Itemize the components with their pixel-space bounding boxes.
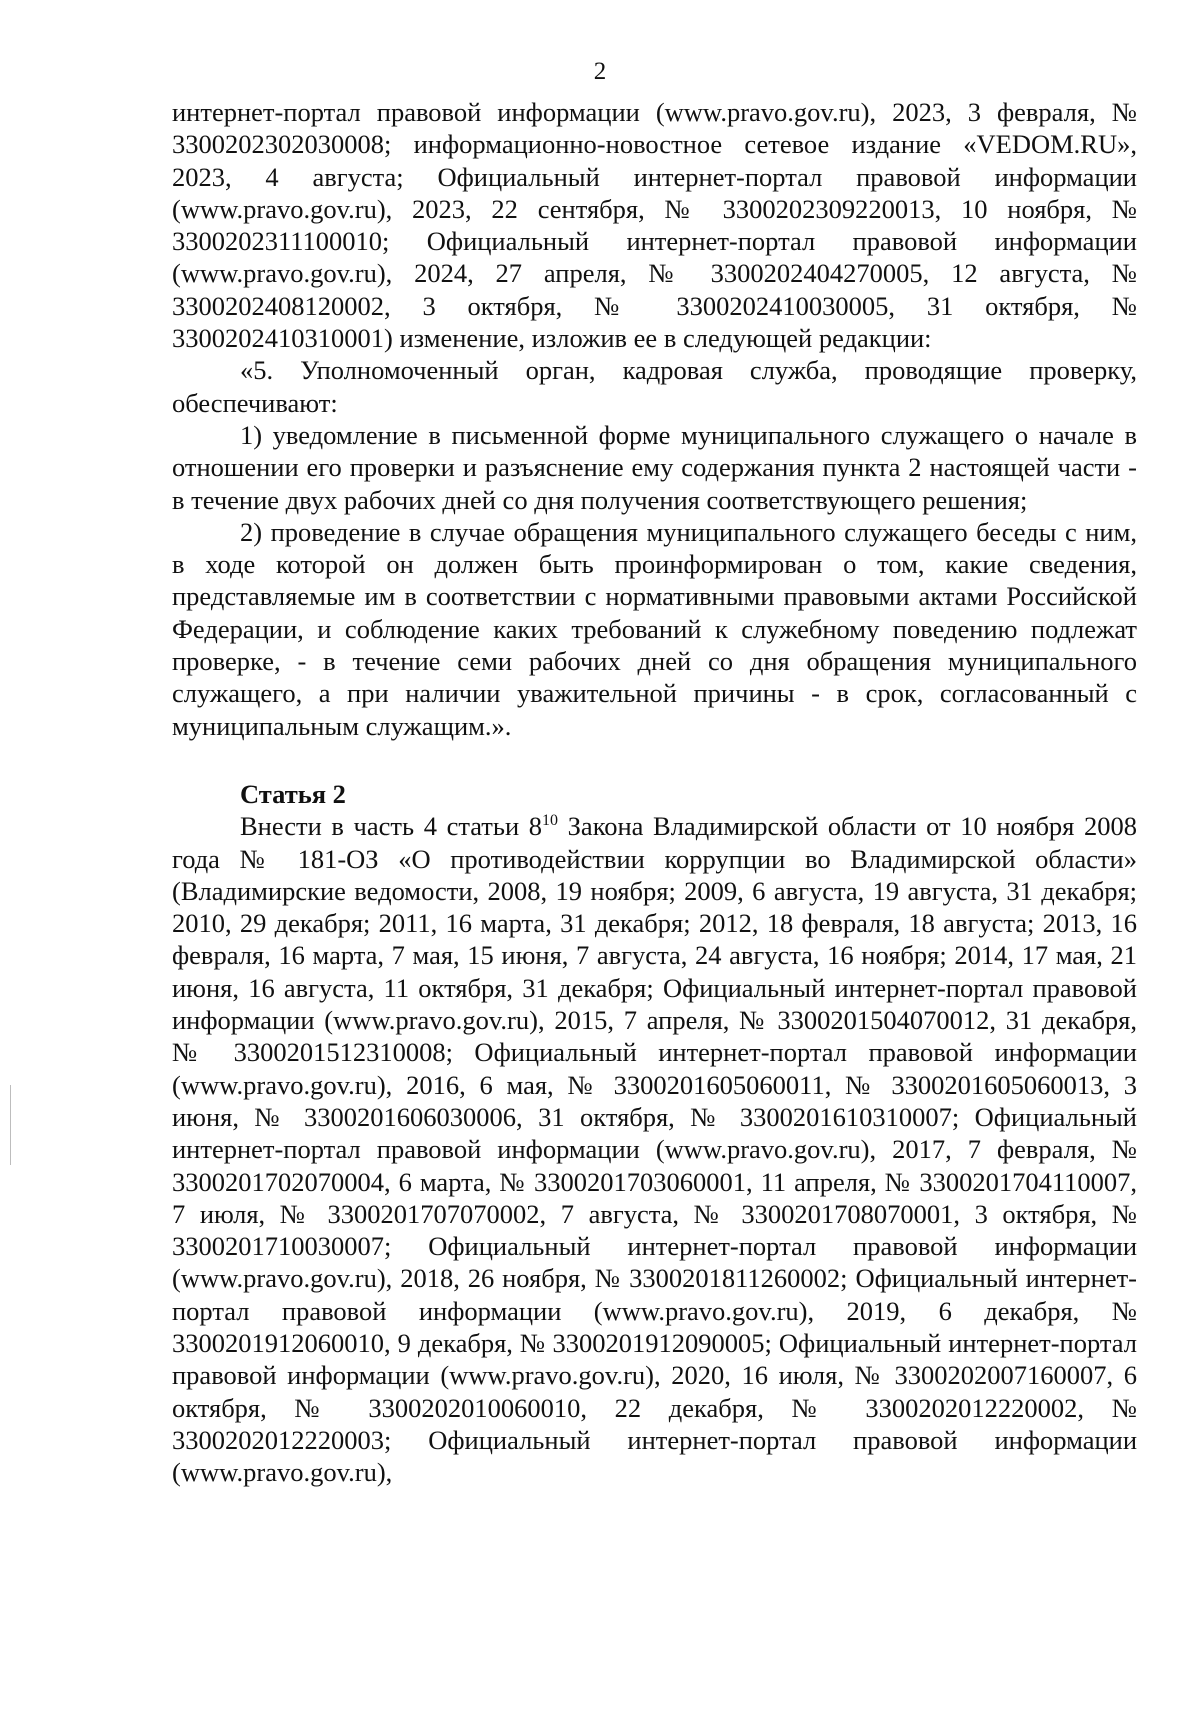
document-body bbox=[172, 96, 1137, 1488]
paragraph-subitem-1: 1) уведомление в письменной форме муниципального служащего о начале в отношении его проверки и разъяснение ему содержания пункта 2 настоящей части - в течение двух рабочих дней со дня получения соответствующего решения; bbox=[172, 419, 1137, 515]
paragraph-item-5: «5. Уполномоченный орган, кадровая служба, проводящие проверку, обеспечивают: bbox=[172, 355, 1137, 418]
paragraph-continuation: интернет-портал правовой информации (www.pravo.gov.ru), 2023, 3 февраля, № 3300202302030008; информационно-новостное сетевое издание «VEDOM.RU», 2023, 4 августа; Официальный интернет-портал правовой информации (www.pravo.gov.ru), 2023, 22 сентября, № 3300202309220013, 10 ноября, № 3300202311100010; Официальный интернет-портал правовой информации (www.pravo.gov.ru), 2024, 27 апреля, № 3300202404270005, 12 августа, № 3300202408120002, 3 октября, № 3300202410030005, 31 октября, № 3300202410310001) изменение, изложив ее в следующей редакции: bbox=[172, 97, 1137, 354]
article-paragraph bbox=[172, 810, 1137, 1488]
article-superscript: 10 bbox=[542, 812, 559, 830]
page-number: 2 bbox=[593, 58, 607, 85]
article-lead-text: Внести в часть 4 статьи 8 bbox=[240, 811, 543, 842]
article-heading: Статья 2 bbox=[240, 778, 346, 809]
article-body-text: Закона Владимирской области от 10 ноября 2008 года № 181-ОЗ «О противодействии коррупции во Владимирской области» (Владимирские ведомости, 2008, 19 ноября; 2009, 6 августа, 19 августа, 31 декабря; 2010, 29 декабря; 2011, 16 марта, 31 декабря; 2012, 18 февраля, 18 августа; 2013, 16 февраля, 16 марта, 7 мая, 15 июня, 7 августа, 24 августа, 16 ноября; 2014, 17 мая, 21 июня, 16 августа, 11 октября, 31 декабря; Официальный интернет-портал правовой информации (www.pravo.gov.ru), 2015, 7 апреля, № 3300201504070012, 31 декабря, № 3300201512310008; Официальный интернет-портал правовой информации (www.pravo.gov.ru), 2016, 6 мая, № 3300201605060011, № 3300201605060013, 3 июня, № 3300201606030006, 31 октября, № 3300201610310007; Официальный интернет-портал правовой информации (www.pravo.gov.ru), 2017, 7 февраля, № 3300201702070004, 6 марта, № 3300201703060001, 11 апреля, № 3300201704110007, 7 июля, № 3300201707070002, 7 августа, № 3300201708070001, 3 октября, № 3300201710030007; Официальный интернет-портал правовой информации (www.pravo.gov.ru), 2018, 26 ноября, № 3300201811260002; Официальный интернет-портал правовой информации (www.pravo.gov.ru), 2019, 6 декабря, № 3300201912060010, 9 декабря, № 3300201912090005; Официальный интернет-портал правовой информации (www.pravo.gov.ru), 2020, 16 июля, № 3300202007160007, 6 октября, № 3300202010060010, 22 декабря, № 3300202012220002, № 3300202012220003; Официальный интернет-портал правовой информации (www.pravo.gov.ru), bbox=[172, 811, 1137, 1488]
paragraph-subitem-2: 2) проведение в случае обращения муниципального служащего беседы с ним, в ходе которой он должен быть проинформирован о том, какие сведения, представляемые им в соответствии с нормативными правовыми актами Российской Федерации, и соблюдение каких требований к служебному поведению подлежат проверке, - в течение семи рабочих дней со дня обращения муниципального служащего, а при наличии уважительной причины - в срок, согласованный с муниципальным служащим.». bbox=[172, 516, 1137, 741]
scan-artifact-line bbox=[10, 1085, 11, 1165]
